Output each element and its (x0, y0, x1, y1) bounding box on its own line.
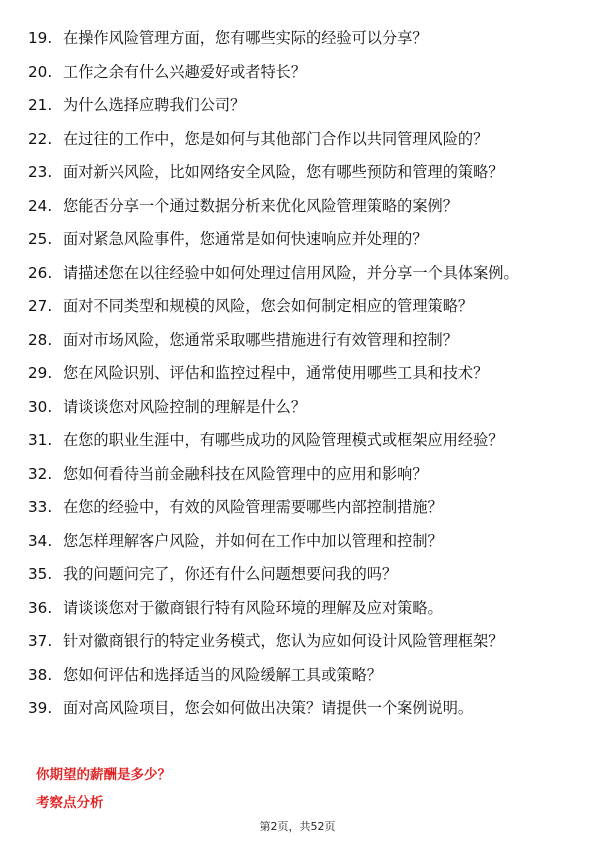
question-text: 面对紧急风险事件，您通常是如何快速响应并处理的？ (63, 230, 428, 248)
question-item (28, 461, 558, 487)
question-number: 29. (28, 364, 53, 382)
question-text: 面对高风险项目，您会如何做出决策？请提供一个案例说明。 (63, 699, 474, 717)
question-item (28, 427, 558, 453)
question-item (28, 193, 558, 219)
question-item (28, 260, 558, 286)
question-text: 面对新兴风险，比如网络安全风险，您有哪些预防和管理的策略？ (63, 163, 504, 181)
question-item (28, 628, 558, 654)
analysis-subheading: 考察点分析 (36, 795, 104, 811)
question-number: 37. (28, 632, 53, 650)
question-item (28, 226, 558, 252)
question-number: 38. (28, 665, 53, 684)
question-item (28, 92, 558, 118)
question-number: 36. (28, 598, 53, 617)
question-text: 面对市场风险，您通常采取哪些措施进行有效管理和控制？ (63, 330, 458, 349)
question-item (28, 394, 558, 420)
question-item (28, 494, 558, 520)
question-text: 在过往的工作中，您是如何与其他部门合作以共同管理风险的？ (63, 129, 489, 148)
question-item (28, 327, 558, 353)
question-number: 33. (28, 498, 53, 516)
question-text: 在操作风险管理方面，您有哪些实际的经验可以分享？ (63, 29, 428, 47)
question-item (28, 528, 558, 554)
question-item (28, 159, 558, 185)
question-number: 28. (28, 330, 53, 349)
question-text: 为什么选择应聘我们公司？ (63, 96, 246, 114)
question-text: 您能否分享一个通过数据分析来优化风险管理策略的案例？ (63, 196, 458, 215)
question-text: 在您的职业生涯中，有哪些成功的风险管理模式或框架应用经验？ (63, 431, 504, 449)
question-text: 面对不同类型和规模的风险，您会如何制定相应的管理策略？ (63, 297, 474, 315)
question-text: 针对徽商银行的特定业务模式，您认为应如何设计风险管理框架？ (63, 632, 504, 650)
salary-question-heading: 你期望的薪酬是多少？ (36, 767, 171, 783)
page-number: 第2页，共52页 (259, 820, 336, 833)
question-text: 请谈谈您对于徽商银行特有风险环境的理解及应对策略。 (63, 598, 443, 617)
question-number: 19. (28, 29, 53, 47)
question-item (28, 662, 558, 688)
question-number: 39. (28, 699, 53, 717)
question-item (28, 293, 558, 319)
question-item (28, 25, 558, 51)
question-text: 您如何评估和选择适当的风险缓解工具或策略？ (63, 665, 382, 684)
question-item (28, 595, 558, 621)
question-number: 24. (28, 196, 53, 215)
question-number: 35. (28, 565, 53, 583)
question-text: 您怎样理解客户风险，并如何在工作中加以管理和控制？ (63, 531, 443, 550)
question-number: 23. (28, 163, 53, 181)
question-text: 请谈谈您对风险控制的理解是什么？ (63, 397, 306, 416)
question-number: 21. (28, 96, 53, 114)
question-number: 32. (28, 464, 53, 483)
question-number: 34. (28, 531, 53, 550)
question-number: 22. (28, 129, 53, 148)
question-number: 27. (28, 297, 53, 315)
question-list (28, 25, 558, 729)
question-text: 在您的经验中，有效的风险管理需要哪些内部控制措施？ (63, 498, 443, 516)
question-number: 31. (28, 431, 53, 449)
question-number: 26. (28, 263, 53, 282)
question-item (28, 360, 558, 386)
question-text: 我的问题问完了，你还有什么问题想要问我的吗？ (63, 565, 398, 583)
question-number: 20. (28, 62, 53, 81)
question-item (28, 561, 558, 587)
question-text: 您在风险识别、评估和监控过程中，通常使用哪些工具和技术？ (63, 364, 489, 382)
question-text: 请描述您在以往经验中如何处理过信用风险，并分享一个具体案例。 (63, 263, 519, 282)
question-number: 25. (28, 230, 53, 248)
question-item (28, 695, 558, 721)
question-item (28, 126, 558, 152)
question-number: 30. (28, 397, 53, 416)
question-text: 工作之余有什么兴趣爱好或者特长？ (63, 62, 306, 81)
question-item (28, 59, 558, 85)
question-text: 您如何看待当前金融科技在风险管理中的应用和影响？ (63, 464, 428, 483)
